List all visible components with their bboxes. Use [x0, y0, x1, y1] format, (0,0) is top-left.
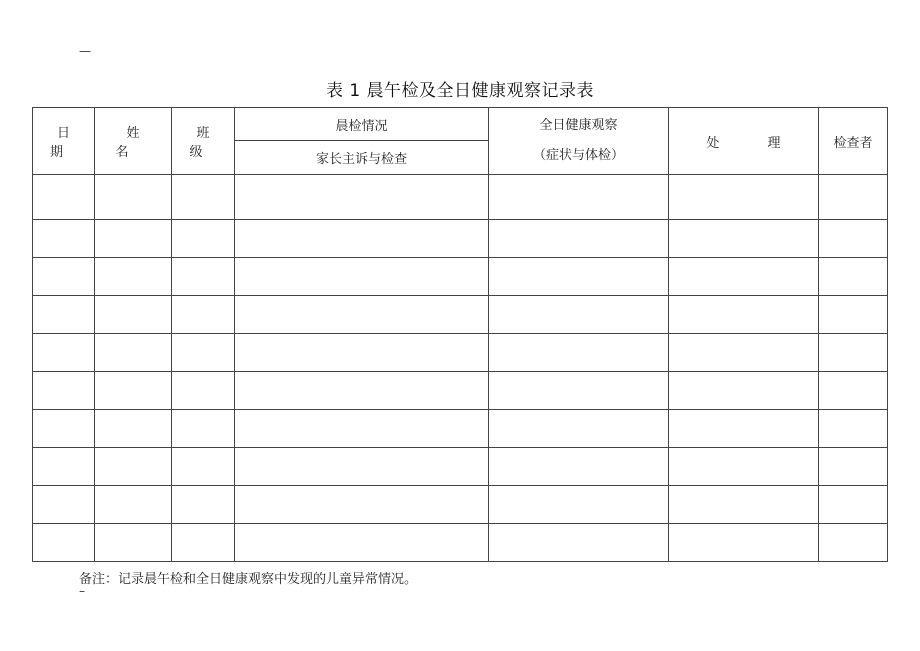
- table-cell[interactable]: [235, 410, 489, 448]
- table-cell[interactable]: [172, 486, 235, 524]
- table-row: [33, 372, 888, 410]
- record-table: [32, 107, 888, 562]
- table-cell[interactable]: [172, 220, 235, 258]
- table-cell[interactable]: [172, 175, 235, 220]
- table-cell[interactable]: [669, 175, 819, 220]
- col-date-header: [33, 108, 95, 175]
- table-cell[interactable]: [489, 220, 669, 258]
- header-mark: —: [79, 44, 91, 58]
- table-cell[interactable]: [819, 175, 888, 220]
- table-cell[interactable]: [172, 524, 235, 562]
- table-cell[interactable]: [235, 486, 489, 524]
- table-cell[interactable]: [33, 334, 95, 372]
- col-class-label: 班 级: [189, 126, 224, 160]
- table-cell[interactable]: [819, 372, 888, 410]
- table-cell[interactable]: [669, 524, 819, 562]
- table-cell[interactable]: [819, 410, 888, 448]
- table-cell[interactable]: [33, 410, 95, 448]
- table-cell[interactable]: [235, 296, 489, 334]
- table-cell[interactable]: [95, 334, 172, 372]
- table-row: [33, 175, 888, 220]
- table-cell[interactable]: [489, 524, 669, 562]
- table-cell[interactable]: [95, 410, 172, 448]
- table-cell[interactable]: [95, 524, 172, 562]
- table-cell[interactable]: [669, 334, 819, 372]
- table-cell[interactable]: [33, 486, 95, 524]
- table-cell[interactable]: [235, 258, 489, 296]
- table-cell[interactable]: [489, 372, 669, 410]
- table-cell[interactable]: [819, 486, 888, 524]
- table-cell[interactable]: [489, 486, 669, 524]
- table-cell[interactable]: [489, 334, 669, 372]
- table-row: [33, 448, 888, 486]
- table-row: [33, 410, 888, 448]
- table-cell[interactable]: [489, 448, 669, 486]
- table-row: [33, 258, 888, 296]
- table-cell[interactable]: [819, 334, 888, 372]
- table-cell[interactable]: [95, 372, 172, 410]
- table-cell[interactable]: [172, 296, 235, 334]
- table-cell[interactable]: [669, 296, 819, 334]
- table-cell[interactable]: [33, 524, 95, 562]
- table-row: [33, 486, 888, 524]
- col-class-header: [172, 108, 235, 175]
- table-cell[interactable]: [819, 296, 888, 334]
- table-cell[interactable]: [95, 220, 172, 258]
- table-cell[interactable]: [172, 410, 235, 448]
- table-cell[interactable]: [235, 372, 489, 410]
- table-row: [33, 220, 888, 258]
- table-cell[interactable]: [172, 372, 235, 410]
- table-cell[interactable]: [172, 258, 235, 296]
- table-cell[interactable]: [669, 372, 819, 410]
- table-cell[interactable]: [669, 486, 819, 524]
- table-cell[interactable]: [95, 175, 172, 220]
- col-inspector-header: 检查者: [819, 108, 888, 175]
- table-cell[interactable]: [33, 296, 95, 334]
- col-handling-header: [669, 108, 819, 175]
- table-cell[interactable]: [819, 258, 888, 296]
- table-cell[interactable]: [95, 258, 172, 296]
- table-cell[interactable]: [235, 524, 489, 562]
- table-cell[interactable]: [33, 220, 95, 258]
- col-morning-check-header: 晨检情况: [235, 108, 489, 141]
- col-day-observation-sub-label: （症状与体检）: [532, 148, 624, 163]
- table-cell[interactable]: [489, 175, 669, 220]
- col-name-label: 姓 名: [115, 126, 162, 160]
- col-date-label: 日 期: [49, 126, 84, 160]
- table-cell[interactable]: [819, 448, 888, 486]
- table-cell[interactable]: [235, 448, 489, 486]
- table-cell[interactable]: [669, 220, 819, 258]
- table-cell[interactable]: [33, 372, 95, 410]
- table-cell[interactable]: [95, 448, 172, 486]
- footer-mark: –: [79, 584, 85, 598]
- table-cell[interactable]: [33, 175, 95, 220]
- table-cell[interactable]: [95, 486, 172, 524]
- table-cell[interactable]: [819, 220, 888, 258]
- table-cell[interactable]: [819, 524, 888, 562]
- col-day-observation-label: 全日健康观察: [539, 118, 618, 133]
- table-cell[interactable]: [669, 448, 819, 486]
- col-parent-complaint-header: 家长主诉与检查: [235, 141, 489, 175]
- table-note: 备注：记录晨午检和全日健康观察中发现的儿童异常情况。: [79, 572, 418, 587]
- table-cell[interactable]: [172, 448, 235, 486]
- table-cell[interactable]: [235, 220, 489, 258]
- col-handling-label: 处 理: [706, 135, 803, 151]
- table-cell[interactable]: [235, 334, 489, 372]
- table-row: [33, 524, 888, 562]
- table-cell[interactable]: [95, 296, 172, 334]
- table-cell[interactable]: [489, 258, 669, 296]
- header-row-top: [33, 108, 888, 141]
- col-name-header: [95, 108, 172, 175]
- page-title: 表 1 晨午检及全日健康观察记录表: [325, 81, 595, 101]
- table-row: [33, 296, 888, 334]
- table-cell[interactable]: [235, 175, 489, 220]
- table-cell[interactable]: [172, 334, 235, 372]
- table-row: [33, 334, 888, 372]
- table-cell[interactable]: [33, 258, 95, 296]
- table-cell[interactable]: [669, 258, 819, 296]
- table-cell[interactable]: [33, 448, 95, 486]
- table-cell[interactable]: [489, 410, 669, 448]
- table-cell[interactable]: [489, 296, 669, 334]
- table-cell[interactable]: [669, 410, 819, 448]
- col-day-observation-header: [489, 108, 669, 175]
